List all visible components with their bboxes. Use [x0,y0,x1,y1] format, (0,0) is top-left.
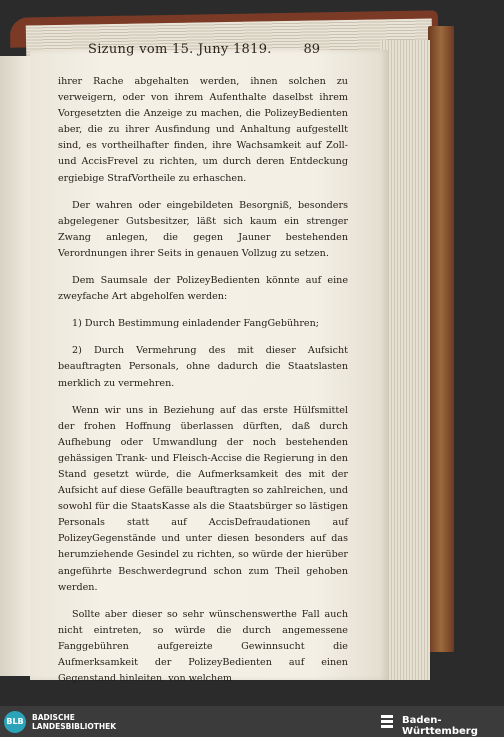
running-title: Sizung vom 15. Juny 1819. [88,42,272,57]
baden-wuerttemberg-lions-icon [380,714,394,729]
state-name[interactable]: Baden-Württemberg [402,715,478,737]
paragraph: Dem Saumsale der PolizeyBedienten könnte auf eine zweyfache Art abgeholfen werden: [58,275,348,303]
facing-page-edge [0,56,30,676]
paragraph: Wenn wir uns in Beziehung auf das erste Hülfsmittel der frohen Hoffnung überlassen dürften, daß durch Aufhebung oder Umwandlung der noch bestehenden gehässigen Trank- und Fleisch-Accise die Regierung in den Stand gesetzt würde, die Aufmerksamkeit des mit der Aufsicht auf diese Gefälle beauftragten so zahlreichen, und sowohl für die StaatsKasse als die Staatsbürger so lästigen Personals statt auf AccisDefraudationen auf PolizeyGegenstände und unter diesen besonders auf das herumziehende Gesindel zu richten, so würde der hierüber angeführte Beschwerdegrund schon zum Theil gehoben werden. [58,404,348,593]
running-header [88,42,348,64]
paragraph: Sollte aber dieser so sehr wünschenswerthe Fall auch nicht eintreten, so würde die durch angemessene Fanggebühren aufgereizte Gewinnsucht die Aufmerksamkeit der PolizeyBedienten auf einen Gegenstand hinleiten, von welchem [58,608,348,685]
list-item: 2) Durch Vermehrung des mit dieser Aufsicht beauftragten Personals, ohne dadurch die Staatslasten merklich zu vermehren. [58,345,348,389]
paragraph: Der wahren oder eingebildeten Besorgniß, besonders abgelegener Gutsbesitzer, läßt sich kaum ein strenger Zwang anlegen, die gegen Jauner bestehenden Verordnungen ihrer Seits in genauen Vollzug zu setzen. [58,199,348,259]
list-item: 1) Durch Bestimmung einladender FangGebühren; [72,318,319,330]
book-cover-spine [428,26,454,652]
paragraph: ihrer Rache abgehalten werden, ihnen solchen zu verweigern, oder von ihrem Aufenthalte daselbst ihrem Vorgesetzten die Anzeige zu machen, die PolizeyBedienten aber, die zu ihrer Ausfindung und Anhaltung aufgestellt sind, es vortheilhafter finden, ihre Wachsamkeit auf Zoll- und AccisFrevel zu richten, um durch deren Entdeckung ergiebige StrafVortheile zu erhaschen. [58,76,348,184]
library-name-line1: BADISCHE [32,713,75,722]
page-body [58,74,348,691]
library-name[interactable] [32,713,116,731]
blb-logo-icon[interactable]: BLB [4,711,26,733]
page-number: 89 [303,42,320,57]
viewer-footer [0,706,504,736]
library-name-line2: LANDESBIBLIOTHEK [32,722,117,731]
